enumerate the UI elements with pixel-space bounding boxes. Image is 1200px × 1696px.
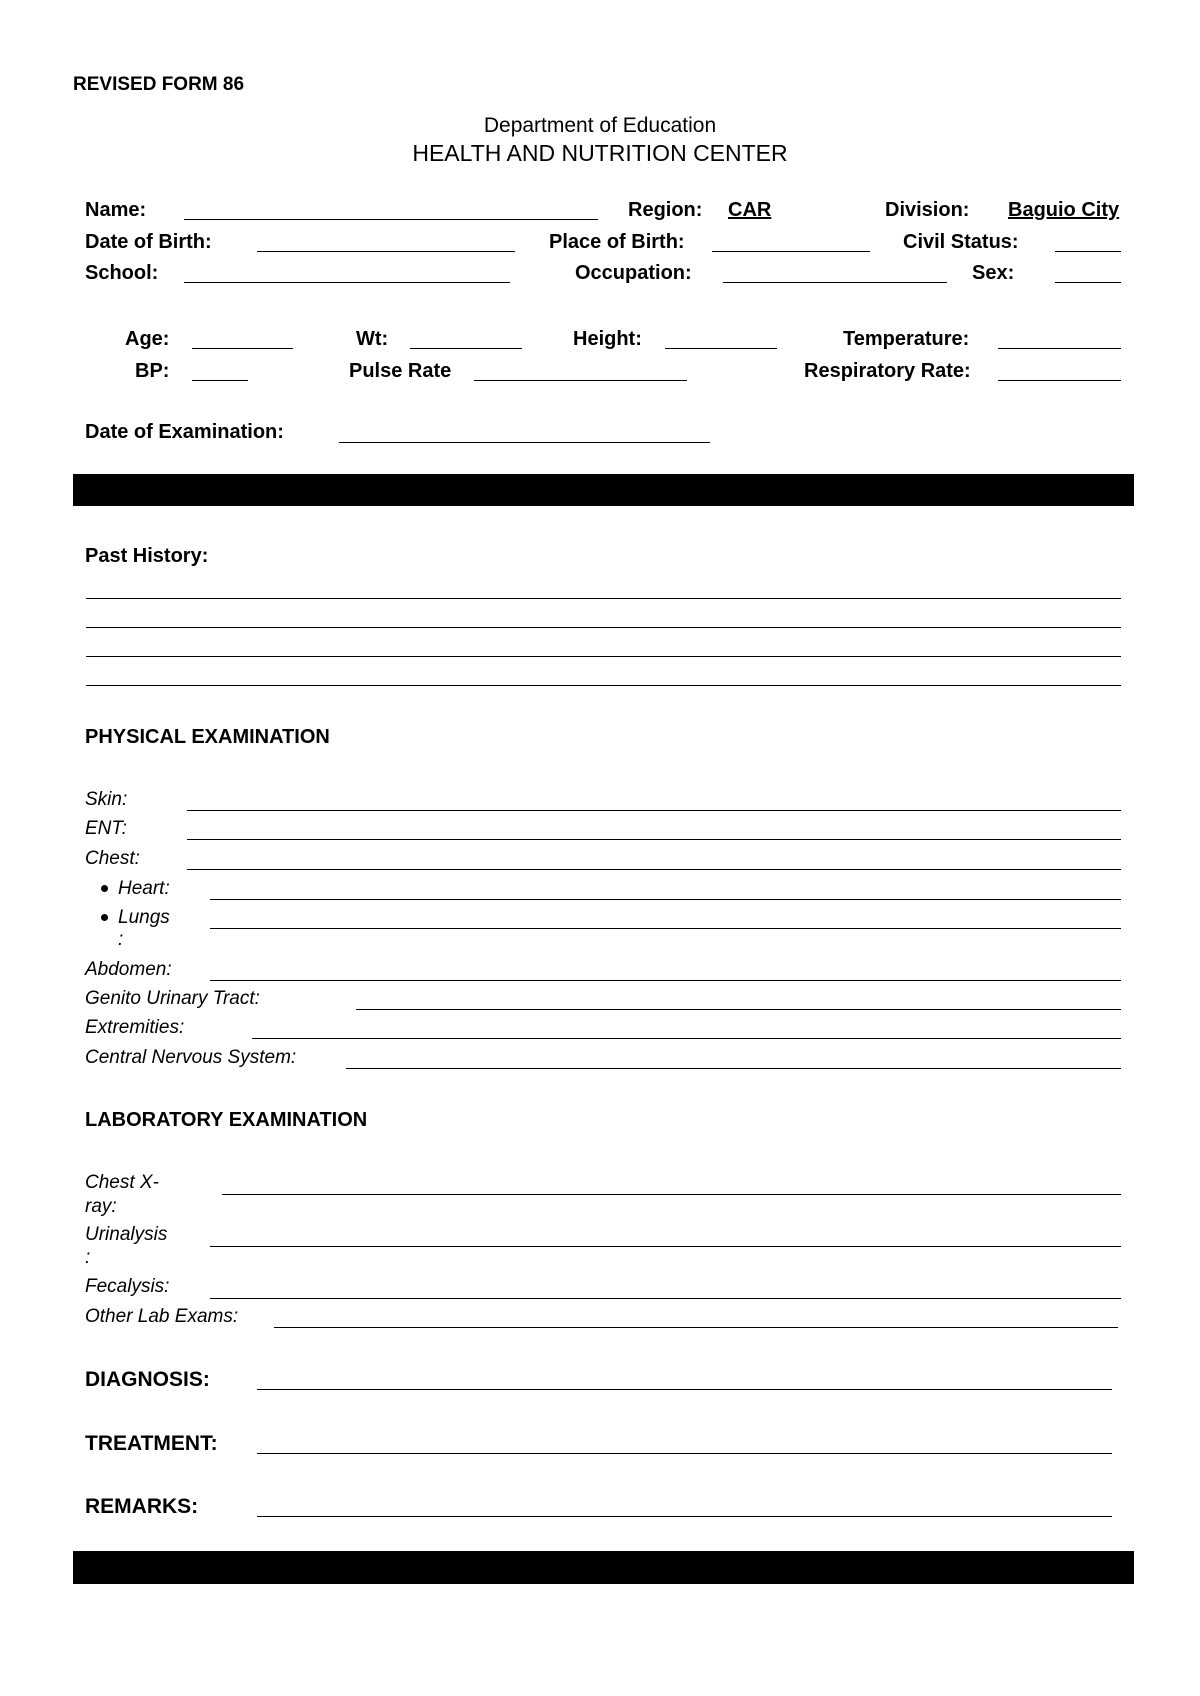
lungs-field[interactable] [210, 928, 1121, 929]
division-label: Division: [885, 199, 970, 221]
genito-urinary-field[interactable] [356, 1009, 1121, 1010]
height-field[interactable] [665, 348, 777, 349]
remarks-label: REMARKS: [85, 1495, 199, 1518]
respiratory-rate-field[interactable] [998, 380, 1121, 381]
pulse-rate-field[interactable] [474, 380, 687, 381]
civil-status-label: Civil Status: [903, 231, 1019, 253]
urinalysis-field[interactable] [210, 1246, 1121, 1247]
footer-bar [73, 1551, 1134, 1584]
lungs-colon: : [118, 929, 124, 950]
region-value: CAR [728, 199, 772, 221]
wt-label: Wt: [356, 328, 389, 350]
department-title: Department of Education [483, 114, 717, 137]
civil-status-field[interactable] [1055, 251, 1121, 252]
region-label: Region: [628, 199, 703, 221]
genito-urinary-label: Genito Urinary Tract: [85, 988, 260, 1009]
lungs-label: Lungs [118, 907, 170, 928]
form-code: REVISED FORM 86 [73, 74, 245, 95]
sex-field[interactable] [1055, 282, 1121, 283]
bp-field[interactable] [192, 380, 248, 381]
treatment-label: TREATMENT: [85, 1432, 218, 1455]
age-label: Age: [125, 328, 170, 350]
school-label: School: [85, 262, 159, 284]
section-divider-bar [73, 474, 1134, 506]
division-value: Baguio City [1008, 199, 1120, 221]
respiratory-rate-label: Respiratory Rate: [804, 360, 971, 382]
diagnosis-field[interactable] [257, 1389, 1112, 1390]
urinalysis-label: Urinalysis [85, 1224, 168, 1245]
past-history-line-2[interactable] [86, 627, 1121, 628]
fecalysis-field[interactable] [210, 1298, 1121, 1299]
sex-label: Sex: [972, 262, 1015, 284]
cns-label: Central Nervous System: [85, 1047, 297, 1068]
past-history-line-3[interactable] [86, 656, 1121, 657]
age-field[interactable] [192, 348, 293, 349]
temperature-label: Temperature: [843, 328, 970, 350]
exam-date-label: Date of Examination: [85, 421, 284, 443]
school-field[interactable] [184, 282, 510, 283]
name-field[interactable] [184, 219, 598, 220]
ent-field[interactable] [187, 839, 1121, 840]
skin-field[interactable] [187, 810, 1121, 811]
chest-xray-label-cont: ray: [85, 1196, 117, 1217]
pulse-rate-label: Pulse Rate [349, 360, 452, 382]
heart-field[interactable] [210, 899, 1121, 900]
center-title: HEALTH AND NUTRITION CENTER [412, 140, 788, 166]
occupation-label: Occupation: [575, 262, 692, 284]
pob-label: Place of Birth: [549, 231, 685, 253]
heart-label: Heart: [118, 878, 170, 899]
fecalysis-label: Fecalysis: [85, 1276, 170, 1297]
height-label: Height: [573, 328, 642, 350]
chest-label: Chest: [85, 848, 140, 869]
past-history-line-4[interactable] [86, 685, 1121, 686]
diagnosis-label: DIAGNOSIS: [85, 1368, 210, 1391]
other-lab-field[interactable] [274, 1327, 1118, 1328]
abdomen-label: Abdomen: [85, 959, 172, 980]
dob-label: Date of Birth: [85, 231, 212, 253]
laboratory-exam-title: LABORATORY EXAMINATION [85, 1109, 368, 1131]
past-history-line-1[interactable] [86, 598, 1121, 599]
treatment-field[interactable] [257, 1453, 1112, 1454]
physical-exam-title: PHYSICAL EXAMINATION [85, 726, 330, 748]
past-history-label: Past History: [85, 545, 209, 567]
chest-field[interactable] [187, 869, 1121, 870]
urinalysis-colon: : [85, 1247, 91, 1268]
bp-label: BP: [135, 360, 170, 382]
cns-field[interactable] [346, 1068, 1121, 1069]
skin-label: Skin: [85, 789, 128, 810]
extremities-label: Extremities: [85, 1017, 185, 1038]
extremities-field[interactable] [252, 1038, 1121, 1039]
pob-field[interactable] [712, 251, 870, 252]
chest-xray-field[interactable] [222, 1194, 1121, 1195]
wt-field[interactable] [410, 348, 522, 349]
remarks-field[interactable] [257, 1516, 1112, 1517]
heart-bullet-icon [101, 885, 108, 892]
ent-label: ENT: [85, 818, 127, 839]
chest-xray-label: Chest X- [85, 1172, 159, 1193]
name-label: Name: [85, 199, 147, 221]
occupation-field[interactable] [723, 282, 947, 283]
lungs-bullet-icon [101, 914, 108, 921]
exam-date-field[interactable] [339, 442, 710, 443]
dob-field[interactable] [257, 251, 515, 252]
temperature-field[interactable] [998, 348, 1121, 349]
abdomen-field[interactable] [210, 980, 1121, 981]
other-lab-label: Other Lab Exams: [85, 1306, 239, 1327]
